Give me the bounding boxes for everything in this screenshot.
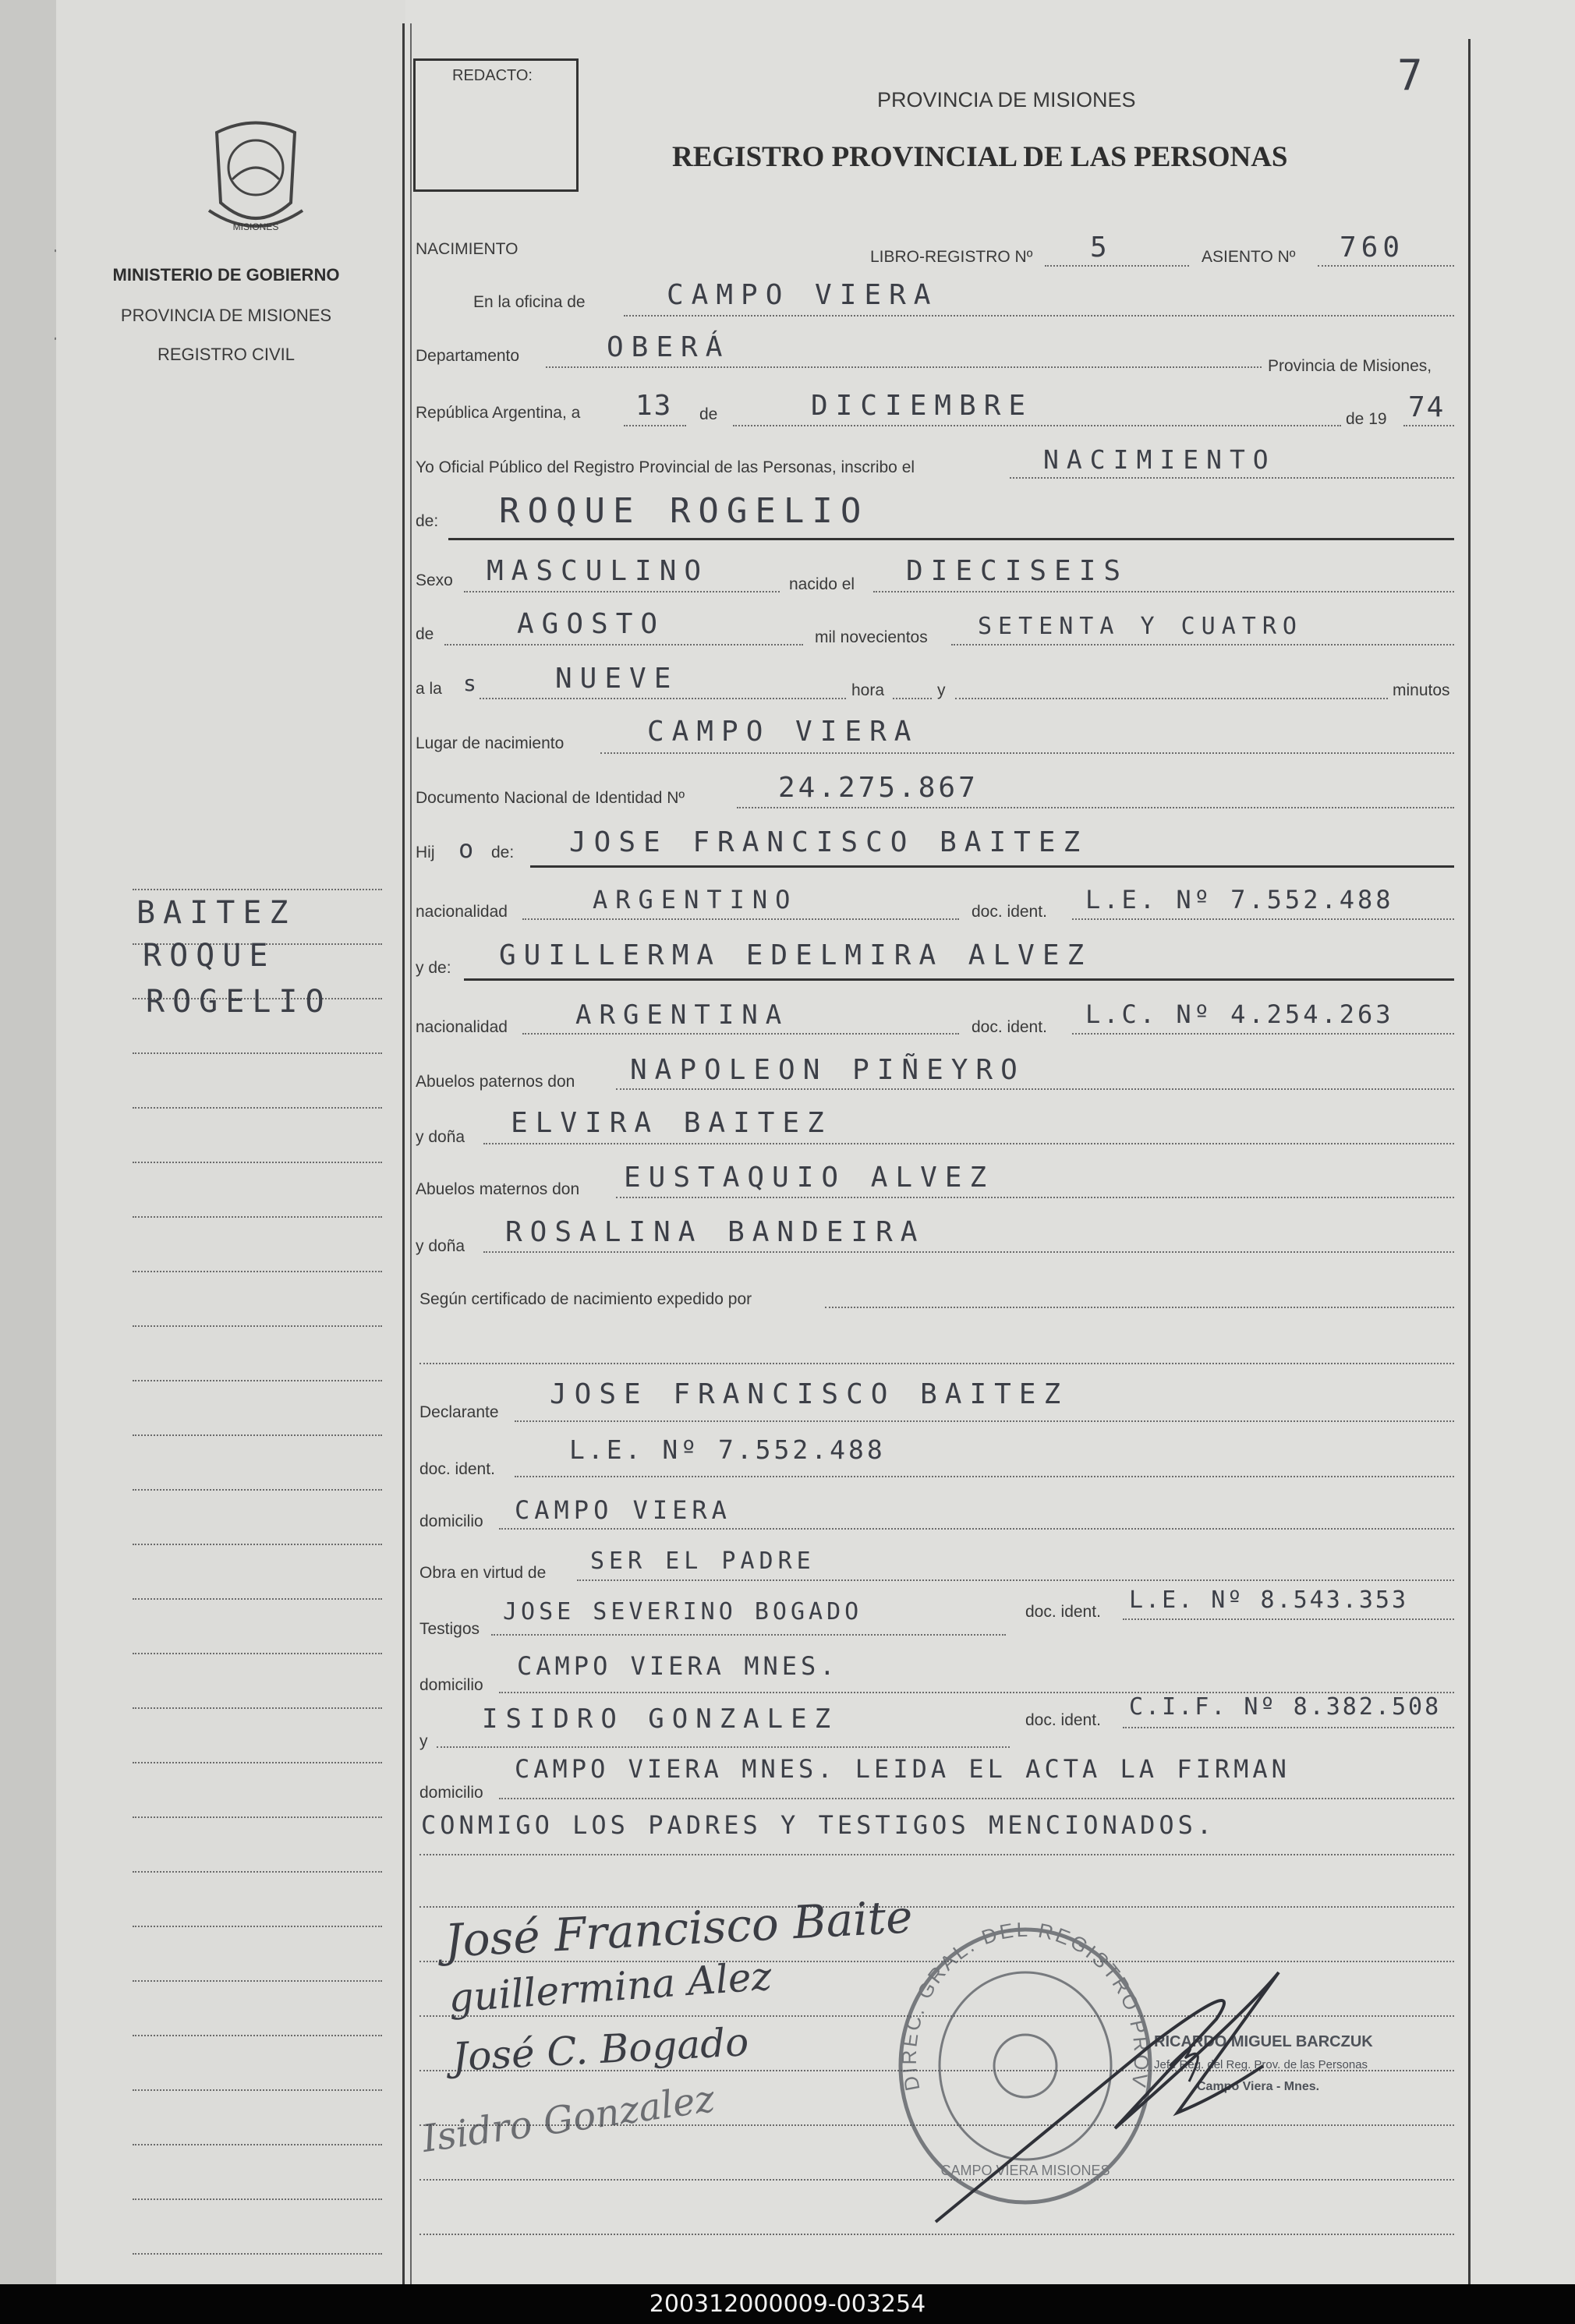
dotted-line [624,425,686,426]
sexo-value: MASCULINO [487,555,710,587]
doc-ident-label: doc. ident. [419,1460,495,1478]
testigo2-doc-value: C.I.F. Nº 8.382.508 [1129,1693,1442,1721]
minutos-label: minutos [1393,681,1450,699]
libro-value: 5 [1090,232,1115,264]
testigo2-value: ISIDRO GONZALEZ [482,1703,839,1735]
abuelos-maternos-label: Abuelos maternos don [416,1180,580,1198]
nacimiento-label: NACIMIENTO [416,240,519,258]
dotted-line [733,425,1341,426]
page-margin [0,0,56,2284]
abuelo-paterno-value: NAPOLEON PIÑEYRO [630,1054,1025,1086]
mil-label: mil novecientos [815,628,928,646]
mes-nac-value: AGOSTO [517,608,666,640]
signature-testigo2: Isidro Gonzalez [419,2076,717,2162]
margin-dotted-line [133,1271,382,1272]
margin-dotted-line [133,1434,382,1436]
nacido-value: DIECISEIS [906,555,1129,587]
dotted-line [1010,477,1454,479]
domicilio-label: domicilio [419,1784,483,1802]
dotted-line [1123,1618,1454,1620]
abuela-paterna-value: ELVIRA BAITEZ [511,1107,832,1139]
dotted-line [616,1197,1454,1198]
dni-value: 24.275.867 [778,772,979,804]
hijo-o: o [458,834,482,864]
testigo2-dom-value: CAMPO VIERA MNES. LEIDA EL ACTA LA FIRMAN [515,1754,1290,1784]
margin-name-line-3: ROGELIO [146,984,332,1020]
de-persona-label: de: [416,512,439,530]
hora-value: NUEVE [555,663,679,695]
anio-value: 74 [1408,391,1446,423]
registry-name: REGISTRO CIVIL [157,345,296,364]
margin-name-line-1: BAITEZ [136,895,296,931]
oficina-label: En la oficina de [473,293,586,311]
column-divider [402,23,405,2284]
officer-signature [920,1926,1310,2237]
margin-dotted-line [133,1380,382,1381]
header-title: REGISTRO PROVINCIAL DE LAS PERSONAS [672,141,1288,173]
declarante-value: JOSE FRANCISCO BAITEZ [550,1378,1069,1410]
provincia-suffix: Provincia de Misiones, [1268,357,1432,375]
margin-dotted-line [133,2089,382,2091]
declarante-doc-value: L.E. Nº 7.552.488 [569,1434,886,1465]
dotted-line [1072,918,1454,920]
margin-dotted-line [133,1926,382,1927]
svg-text:CAMPO VIERA MISIONES: CAMPO VIERA MISIONES [940,2163,1110,2178]
dotted-line [951,644,1454,646]
signature-testigo1: José C. Bogado [451,2019,750,2080]
yde-label: y de: [416,959,451,977]
dotted-line [577,1579,1454,1581]
doc-ident-label: doc. ident. [972,903,1047,921]
dotted-line [522,1033,959,1035]
declarante-dom-value: CAMPO VIERA [515,1495,731,1525]
dotted-line [1123,1727,1454,1728]
oficial-value: NACIMIENTO [1043,444,1276,475]
abuela-materna-value: ROSALINA BANDEIRA [505,1216,926,1248]
dotted-line [955,698,1388,699]
sexo-label: Sexo [416,571,453,589]
y-label: y [937,681,946,699]
continuation-line: CONMIGO LOS PADRES Y TESTIGOS MENCIONADOS. [421,1810,1216,1840]
header-province: PROVINCIA DE MISIONES [877,88,1136,111]
padre-value: JOSE FRANCISCO BAITEZ [569,826,1088,858]
nacido-label: nacido el [789,575,855,593]
margin-dotted-line [133,1489,382,1491]
dotted-line [522,918,959,920]
dotted-line [1072,1033,1454,1035]
margin-dotted-line [133,889,382,890]
officer-place-stamp: Campo Viera - Mnes. [1197,2080,1320,2093]
lugar-value: CAMPO VIERA [647,716,919,748]
testigo1-value: JOSE SEVERINO BOGADO [503,1598,863,1625]
domicilio-label: domicilio [419,1512,483,1530]
dotted-line [499,1798,1454,1799]
testigo1-dom-value: CAMPO VIERA MNES. [517,1651,839,1681]
signature-declarante: José Francisco Baite [443,1890,914,1968]
dotted-line [480,698,846,699]
ministry-name: MINISTERIO DE GOBIERNO [112,265,340,285]
asiento-value: 760 [1340,232,1405,264]
doc-ident-label: doc. ident. [972,1018,1047,1036]
oficina-value: CAMPO VIERA [667,279,939,311]
anio-label: de 19 [1346,410,1387,428]
margin-dotted-line [133,1707,382,1709]
departamento-value: OBERÁ [607,331,731,363]
testigos-label: Testigos [419,1620,480,1638]
margin-dotted-line [133,1107,382,1109]
ydona-label: y doña [416,1237,465,1255]
abuelo-materno-value: EUSTAQUIO ALVEZ [624,1162,995,1194]
margin-dotted-line [133,1980,382,1982]
dotted-line [546,366,1262,368]
solid-line [464,978,1454,981]
dotted-line [499,1528,1454,1530]
hijo-de: de: [491,844,515,861]
margin-dotted-line [133,1162,382,1163]
image-id-footer [0,2284,1575,2324]
officer-title-stamp: Jefe Reg. del Reg. Prov. de las Personas [1154,2058,1368,2071]
dotted-line [873,591,1454,592]
margin-dotted-line [133,2035,382,2036]
officer-name-stamp: RICARDO MIGUEL BARCZUK [1154,2033,1373,2050]
dia-value: 13 [635,390,673,422]
margin-dotted-line [133,1816,382,1818]
dotted-line [893,698,932,699]
image-id: 200312000009-003254 [649,2290,926,2318]
province-name: PROVINCIA DE MISIONES [120,306,332,325]
svg-text:DIREC. GRAL. DEL REGISTRO PROV: DIREC. GRAL. DEL REGISTRO PROV [897,1918,1154,2093]
dotted-line [515,1476,1454,1477]
dotted-line [737,807,1454,808]
departamento-label: Departamento [416,347,520,365]
lugar-label: Lugar de nacimiento [416,734,565,752]
dotted-line [1403,425,1454,426]
domicilio-label: domicilio [419,1676,483,1694]
obra-value: SER EL PADRE [590,1548,816,1575]
margin-dotted-line [133,1216,382,1218]
margin-dotted-line [133,1325,382,1327]
libro-label: LIBRO-REGISTRO Nº [870,248,1033,266]
persona-value: ROQUE ROGELIO [499,491,869,531]
dotted-line [491,1634,1006,1636]
dotted-line [616,1088,1454,1090]
doc-ident-label: doc. ident. [1025,1711,1101,1729]
dotted-line [483,1251,1454,1253]
republica-label: República Argentina, a [416,404,581,422]
dotted-line [1045,265,1189,267]
ala-label: a la [416,680,442,698]
margin-dotted-line [133,2144,382,2145]
margin-dotted-line [133,1598,382,1600]
testigo1-doc-value: L.E. Nº 8.543.353 [1129,1586,1409,1614]
solid-line [448,538,1454,540]
dotted-line [1318,265,1454,267]
obra-label: Obra en virtud de [419,1564,547,1582]
nacionalidad-label: nacionalidad [416,1018,508,1036]
oficial-label: Yo Oficial Público del Registro Provincial de las Personas, inscribo el [416,458,915,476]
left-column [56,0,405,2284]
mes-value: DICIEMBRE [811,390,1034,422]
page-number: 7 [1397,51,1423,100]
svg-text:MISIONES: MISIONES [232,221,279,232]
margin-dotted-line [133,1052,382,1054]
solid-line [530,865,1454,868]
doc-ident-label: doc. ident. [1025,1603,1101,1621]
redacto-label: REDACTO: [452,67,533,84]
madre-value: GUILLERMA EDELMIRA ALVEZ [499,939,1092,971]
padre-doc-value: L.E. Nº 7.552.488 [1085,885,1394,914]
y2-label: y [419,1732,428,1750]
abuelos-paternos-label: Abuelos paternos don [416,1073,575,1091]
dotted-line [624,315,1454,317]
provincial-emblem [201,117,310,242]
de-label: de [699,405,718,423]
declarante-label: Declarante [419,1403,499,1421]
margin-dotted-line [133,2253,382,2255]
ydona-label: y doña [416,1128,465,1146]
signature-madre: guillermina Alez [447,1953,773,2022]
margin-dotted-line [133,1871,382,1873]
hora-label: hora [851,681,885,699]
dotted-line [483,1143,1454,1144]
padre-nac-value: ARGENTINO [593,885,798,914]
hijo-label: Hij [416,844,435,861]
ala-s: s [463,670,484,696]
margin-dotted-line [133,1544,382,1545]
dni-label: Documento Nacional de Identidad Nº [416,789,685,807]
right-border [1468,39,1471,2284]
dotted-line [444,644,803,646]
dotted-line [464,591,780,592]
madre-doc-value: L.C. Nº 4.254.263 [1085,999,1394,1029]
margin-name-line-2: ROQUE [143,938,276,974]
dotted-line [600,752,1454,754]
dotted-line [825,1307,1454,1308]
de2-label: de [416,625,434,643]
nacionalidad-label: nacionalidad [416,903,508,921]
margin-dotted-line [133,1653,382,1654]
madre-nac-value: ARGENTINA [575,999,790,1031]
dotted-line [419,1854,1454,1855]
dotted-line [515,1420,1454,1422]
segun-label: Según certificado de nacimiento expedido por [419,1290,752,1308]
dotted-line [437,1746,1010,1748]
column-divider [410,23,412,2284]
dotted-line [419,1363,1454,1364]
margin-dotted-line [133,2198,382,2200]
asiento-label: ASIENTO Nº [1202,248,1296,266]
margin-dotted-line [133,1762,382,1763]
anio-nac-value: SETENTA Y CUATRO [978,613,1303,640]
